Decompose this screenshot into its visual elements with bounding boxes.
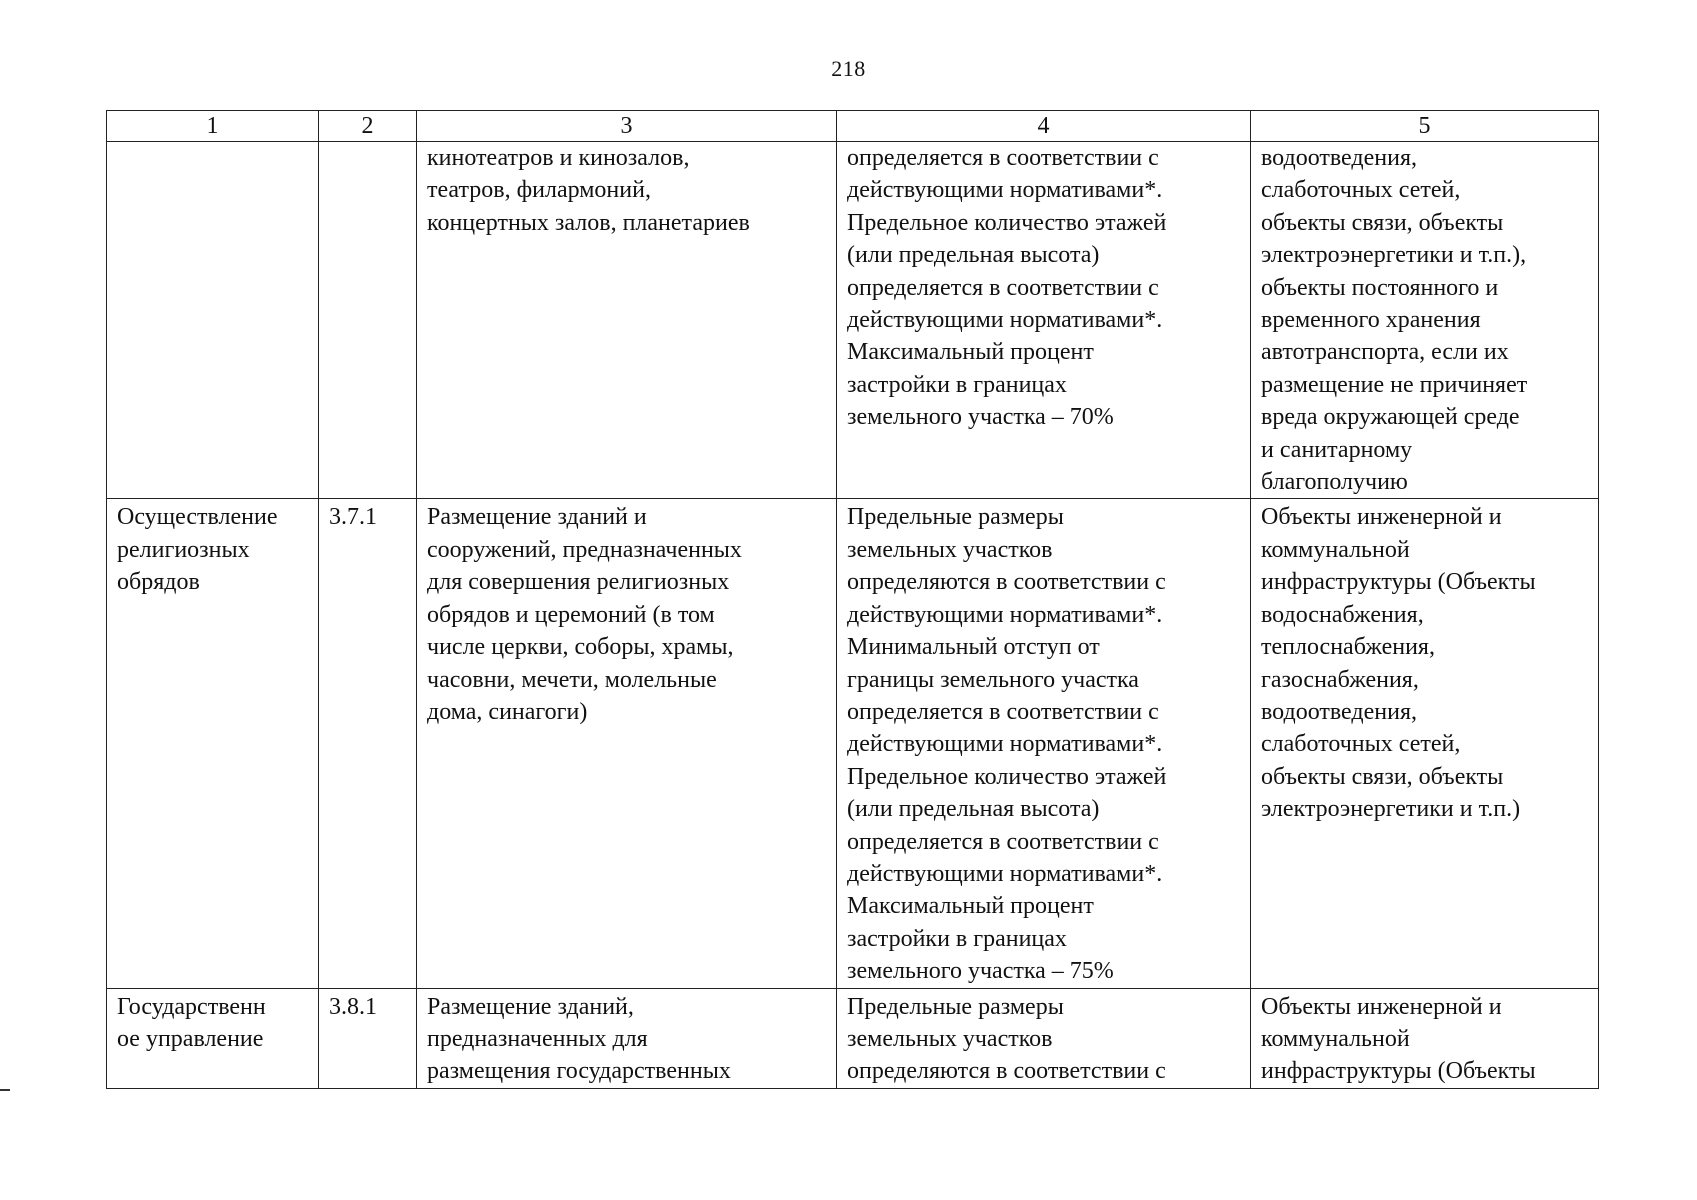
description-cell	[417, 499, 837, 988]
code-cell	[319, 499, 417, 988]
description-cell	[417, 142, 837, 499]
column-header-2: 2	[319, 111, 417, 142]
table-header-row	[107, 111, 1599, 142]
parameters-text: Предельные размеры земельных участков определяются в соответствии с	[847, 993, 1166, 1085]
use-name-text: Осуществление религиозных обрядов	[117, 504, 278, 596]
parameters-cell	[837, 988, 1251, 1088]
page-number: 218	[831, 56, 866, 81]
use-name-cell	[107, 142, 319, 499]
description-text: кинотеатров и кинозалов, театров, филармоний, концертных залов, планетариев	[427, 145, 750, 236]
auxiliary-cell	[1251, 988, 1599, 1088]
parameters-cell	[837, 142, 1251, 499]
description-text: Размещение зданий, предназначенных для размещения государственных	[427, 993, 731, 1085]
table-row	[107, 499, 1599, 988]
regulations-table	[106, 110, 1599, 1089]
code-text: 3.8.1	[329, 993, 377, 1020]
column-header-3: 3	[417, 111, 837, 142]
description-text: Размещение зданий и сооружений, предназначенных для совершения религиозных обрядов и церемоний (в том числе церкви, соборы, храмы, часовни, мечети, молельные дома, синагоги)	[427, 504, 742, 725]
column-header-5: 5	[1251, 111, 1599, 142]
use-name-cell	[107, 499, 319, 988]
auxiliary-text: Объекты инженерной и коммунальной инфраструктуры (Объекты	[1261, 993, 1536, 1085]
auxiliary-cell	[1251, 499, 1599, 988]
parameters-cell	[837, 499, 1251, 988]
code-text: 3.7.1	[329, 504, 377, 531]
table-row	[107, 988, 1599, 1088]
code-cell	[319, 988, 417, 1088]
auxiliary-text: водоотведения, слаботочных сетей, объекты связи, объекты электроэнергетики и т.п.), объекты постоянного и временного хранения автотранспорта, если их размещение не причиняет вреда окружающей среде и санитарному благополучию	[1261, 145, 1528, 496]
table-row	[107, 142, 1599, 499]
use-name-text: Государственн ое управление	[117, 993, 266, 1052]
column-header-1: 1	[107, 111, 319, 142]
parameters-text: определяется в соответствии с действующими нормативами*. Предельное количество этажей (или предельная высота) определяется в соответствии с действующими нормативами*. Максимальный процент застройки в границах земельного участка – 70%	[847, 145, 1167, 431]
margin-dash	[0, 1089, 10, 1091]
use-name-cell	[107, 988, 319, 1088]
auxiliary-text: Объекты инженерной и коммунальной инфраструктуры (Объекты водоснабжения, теплоснабжения, газоснабжения, водоотведения, слаботочных сетей, объекты связи, объекты электроэнергетики и т.п.)	[1261, 504, 1536, 823]
description-cell	[417, 988, 837, 1088]
column-header-4: 4	[837, 111, 1251, 142]
auxiliary-cell	[1251, 142, 1599, 499]
parameters-text: Предельные размеры земельных участков определяются в соответствии с действующими нормативами*. Минимальный отступ от границы земельного участка определяется в соответствии с действующими нормативами*. Предельное количество этажей (или предельная высота) определяется в соответствии с действующими нормативами*. Максимальный процент застройки в границах земельного участка – 75%	[847, 504, 1167, 985]
code-cell	[319, 142, 417, 499]
